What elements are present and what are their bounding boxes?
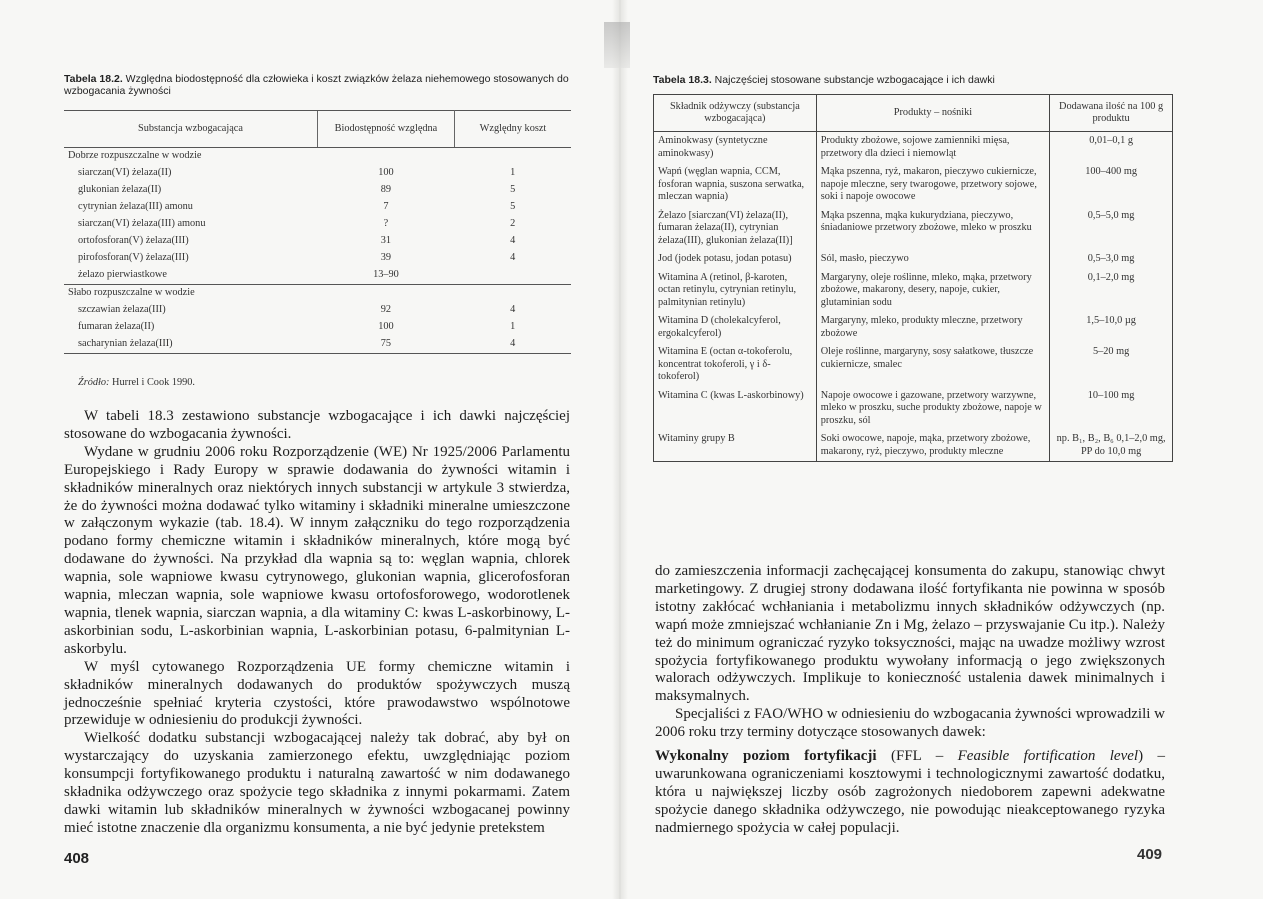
table-source <box>78 377 195 388</box>
cell: 5 <box>510 201 516 213</box>
source-text: Hurrel i Cook 1990. <box>109 377 195 388</box>
left-body-text <box>64 408 570 838</box>
paragraph: do zamieszczenia informacji zachęcającej konsumenta do zakupu, stanowiąc chwyt marketingowy. Z drugiej strony dodawana ilość fortyfikanta nie powinna w sposób istotny zakłócać wchłaniania i metabolizmu innych składników odżywczych (np. wapń może zmniejszać wchłanianie Zn i Mg, żelazo – przyswajanie Cu itp.). Należy też do minimum ograniczać ryzyko toksyczności, mając na uwadze możliwy wzrost spożycia fortyfikowanego produktu wywołany informacją o jego zwiększonych walorach odżywczych. Implikuje to konieczność ustalenia dawek minimalnych i maksymalnych. <box>655 563 1165 705</box>
cell: 1 <box>510 321 516 333</box>
table-row <box>64 216 571 233</box>
paragraph: Specjaliści z FAO/WHO w odniesieniu do wzbogacania żywności wprowadzili w 2006 roku trzy terminy dotyczące stosowanych dawek: <box>655 706 1166 741</box>
table-row <box>654 163 1173 207</box>
cell: 1 <box>510 167 516 179</box>
table-row <box>64 182 571 199</box>
header-substance: Substancja wzbogacająca <box>64 111 317 148</box>
page-number: 409 <box>1137 846 1163 863</box>
cell: 5 <box>510 184 516 196</box>
table-row <box>64 319 571 336</box>
header-bioavailability: Biodostępność względna <box>317 111 454 148</box>
left-page <box>0 0 620 899</box>
cell: 100 <box>378 321 394 333</box>
cell: ortofosforan(V) żelaza(III) <box>78 235 189 247</box>
cell: Witaminy grupy B <box>654 430 817 462</box>
paragraph: W myśl cytowanego Rozporządzenia UE formy chemiczne witamin i składników mineralnych dodawanych do produktów spożywczych muszą jednocześnie spełniać kryteria czystości, które prawodawstwo wspólnotowe przewiduje w odniesieniu do produkcji żywności. <box>64 658 570 729</box>
table-row <box>654 207 1173 251</box>
header-dose: Dodawana ilość na 100 g produktu <box>1050 95 1173 132</box>
cell: Margaryny, mleko, produkty mleczne, przetwory zbożowe <box>816 312 1049 343</box>
header-products: Produkty – nośniki <box>816 95 1049 132</box>
cell: glukonian żelaza(II) <box>78 184 162 196</box>
header-nutrient: Składnik odżywczy (substancja wzbogacająca) <box>654 95 817 132</box>
cell: Witamina A (retinol, β-karoten, octan retinylu, cytrynian retinylu, palmitynian retinylu) <box>654 269 817 313</box>
table-18-2-caption <box>64 73 574 97</box>
cell: 7 <box>383 201 389 213</box>
cell: Napoje owocowe i gazowane, przetwory warzywne, mleko w proszku, suche produkty zbożowe, napoje w proszku, sól <box>816 387 1049 431</box>
cell: np. B₁, B₂, B₆ 0,1–2,0 mg, PP do 10,0 mg <box>1050 430 1173 462</box>
term-abbr: (FFL – <box>876 748 958 765</box>
cell: Oleje roślinne, margaryny, sosy sałatkowe, tłuszcze cukiernicze, smalec <box>816 343 1049 387</box>
table-row <box>64 250 571 267</box>
cell: Żelazo [siarczan(VI) żelaza(II), fumaran żelaza(II), cytrynian żelaza(III), glukonian żelaza(II)] <box>654 207 817 251</box>
cell <box>454 267 571 285</box>
cell: Soki owocowe, napoje, mąka, przetwory zbożowe, makarony, ryż, pieczywo, produkty mleczne <box>816 430 1049 462</box>
cell: siarczan(VI) żelaza(II) <box>78 167 172 179</box>
cell: Sól, masło, pieczywo <box>816 250 1049 269</box>
cell: siarczan(VI) żelaza(III) amonu <box>78 218 206 230</box>
term-italic: Feasible fortification level <box>957 748 1139 765</box>
cell: 5–20 mg <box>1050 343 1173 387</box>
cell: żelazo pierwiastkowe <box>78 269 167 281</box>
cell: 100 <box>378 167 394 179</box>
cell: 100–400 mg <box>1050 163 1173 207</box>
table-row <box>654 269 1173 313</box>
right-body-text <box>655 563 1165 838</box>
term-bold: Wykonalny poziom fortyfikacji <box>655 748 877 765</box>
paragraph: Wielkość dodatku substancji wzbogacającej należy tak dobrać, aby był on wystarczający do uzyskania zamierzonego efektu, uwzględniając poziom konsumpcji fortyfikowanego produktu i naturalną zawartość w nim dodawanego składnika odżywczego oraz spożycie tego składnika z innymi pokarmami. Zatem dawki witamin lub składników mineralnych w żywności wzbogacanej powinny mieć istotne znaczenie dla organizmu konsumenta, a nie być jedynie pretekstem <box>64 730 570 836</box>
term-rest: ) – uwarunkowana ograniczeniami kosztowymi i technologicznymi zawartość dodatku, która u największej liczby osób zagrożonych niedoborem zapewni adekwatne spożycie danego składnika odżywczego, nie powodując nieakceptowanego ryzyka nadmiernego spożycia w całej populacji. <box>655 748 1165 836</box>
table-row <box>654 132 1173 164</box>
cell: Mąka pszenna, mąka kukurydziana, pieczywo, śniadaniowe przetwory zbożowe, mleko w proszku <box>816 207 1049 251</box>
cell: Witamina C (kwas L-askorbinowy) <box>654 387 817 431</box>
caption-label: Tabela 18.3. <box>653 74 712 86</box>
cell: 39 <box>380 252 392 264</box>
cell: 0,5–3,0 mg <box>1050 250 1173 269</box>
cell: 10–100 mg <box>1050 387 1173 431</box>
group-row <box>64 285 571 303</box>
table-row <box>654 250 1173 269</box>
cell: 31 <box>380 235 392 247</box>
cell: 0,5–5,0 mg <box>1050 207 1173 251</box>
cell: 2 <box>510 218 516 230</box>
cell: fumaran żelaza(II) <box>78 321 155 333</box>
cell: Wapń (węglan wapnia, CCM, fosforan wapnia, suszona serwatka, mleczan wapnia) <box>654 163 817 207</box>
table-row <box>654 430 1173 462</box>
table-18-2 <box>64 110 571 354</box>
table-row <box>64 302 571 319</box>
cell: 75 <box>317 336 454 354</box>
cell: Mąka pszenna, ryż, makaron, pieczywo cukiernicze, napoje mleczne, sery twarogowe, przetwory sojowe, soki i napoje owocowe <box>816 163 1049 207</box>
caption-text: Najczęściej stosowane substancje wzbogacające i ich dawki <box>711 74 995 86</box>
cell: 4 <box>510 235 516 247</box>
cell: 0,1–2,0 mg <box>1050 269 1173 313</box>
table-row <box>64 267 571 285</box>
group-label: Dobrze rozpuszczalne w wodzie <box>68 150 202 162</box>
cell: 4 <box>510 252 516 264</box>
table-row <box>654 312 1173 343</box>
cell: Witamina E (octan α-tokoferolu, koncentrat tokoferoli, γ i δ-tokoferol) <box>654 343 817 387</box>
table-row <box>64 199 571 216</box>
caption-label: Tabela 18.2. <box>64 73 123 85</box>
cell: Jod (jodek potasu, jodan potasu) <box>654 250 817 269</box>
definition-paragraph <box>655 748 1165 838</box>
table-18-3-caption <box>653 74 1163 86</box>
cell: 1,5–10,0 µg <box>1050 312 1173 343</box>
cell: cytrynian żelaza(III) amonu <box>78 201 193 213</box>
paragraph: Wydane w grudniu 2006 roku Rozporządzenie (WE) Nr 1925/2006 Parlamentu Europejskiego i Rady Europy w sprawie dodawania do żywności witamin i składników mineralnych oraz niektórych innych substancji w artykule 3 stwierdza, że do żywności można dodawać tylko witaminy i składniki mineralne umieszczone w załączonym wykazie (tab. 18.4). W innym załączniku do tego rozporządzenia podano formy chemiczne witamin i składników mineralnych, które mogą być dodawane do żywności. Na przykład dla wapnia są to: węglan wapnia, chlorek wapnia, sole wapniowe kwasu cytrynowego, glukonian wapnia, glicerofosforan wapnia, mleczan wapnia, sole wapniowe kwasu ortofosforowego, wodorotlenek wapnia, tlenek wapnia, siarczan wapnia, a dla witaminy C: kwas L-askorbinowy, L-askorbinian sodu, L-askorbinian wapnia, L-askorbinian potasu, 6-palmitynian L-askorbylu. <box>64 443 570 657</box>
cell: sacharynian żelaza(III) <box>64 336 317 354</box>
cell: 13–90 <box>373 269 399 281</box>
cell: 4 <box>454 336 571 354</box>
cell: 89 <box>380 184 392 196</box>
cell: 4 <box>510 304 516 316</box>
header-cost: Względny koszt <box>454 111 571 148</box>
source-label: Źródło: <box>78 377 110 388</box>
caption-text: Względna biodostępność dla człowieka i koszt związków żelaza niehemowego stosowanych do wzbogacania żywności <box>64 73 569 97</box>
table-row <box>64 165 571 182</box>
page-number: 408 <box>64 850 90 867</box>
cell: Witamina D (cholekalcyferol, ergokalcyferol) <box>654 312 817 343</box>
group-label: Słabo rozpuszczalne w wodzie <box>64 285 571 303</box>
cell: Aminokwasy (syntetyczne aminokwasy) <box>654 132 817 164</box>
table-18-3 <box>653 94 1173 462</box>
table-row <box>654 387 1173 431</box>
table-row <box>64 233 571 250</box>
table-row <box>654 343 1173 387</box>
cell: Produkty zbożowe, sojowe zamienniki mięsa, przetwory dla dzieci i niemowląt <box>816 132 1049 164</box>
cell: pirofosforan(V) żelaza(III) <box>78 252 189 264</box>
cell: Margaryny, oleje roślinne, mleko, mąka, przetwory zbożowe, makarony, desery, napoje, cukier, glutaminian sodu <box>816 269 1049 313</box>
cell: ? <box>383 218 389 230</box>
cell: szczawian żelaza(III) <box>78 304 166 316</box>
table-row <box>64 336 571 354</box>
cell: 0,01–0,1 g <box>1050 132 1173 164</box>
group-row <box>64 148 571 166</box>
cell: 92 <box>380 304 392 316</box>
paragraph: W tabeli 18.3 zestawiono substancje wzbogacające i ich dawki najczęściej stosowane do wzbogacania żywności. <box>64 408 570 442</box>
